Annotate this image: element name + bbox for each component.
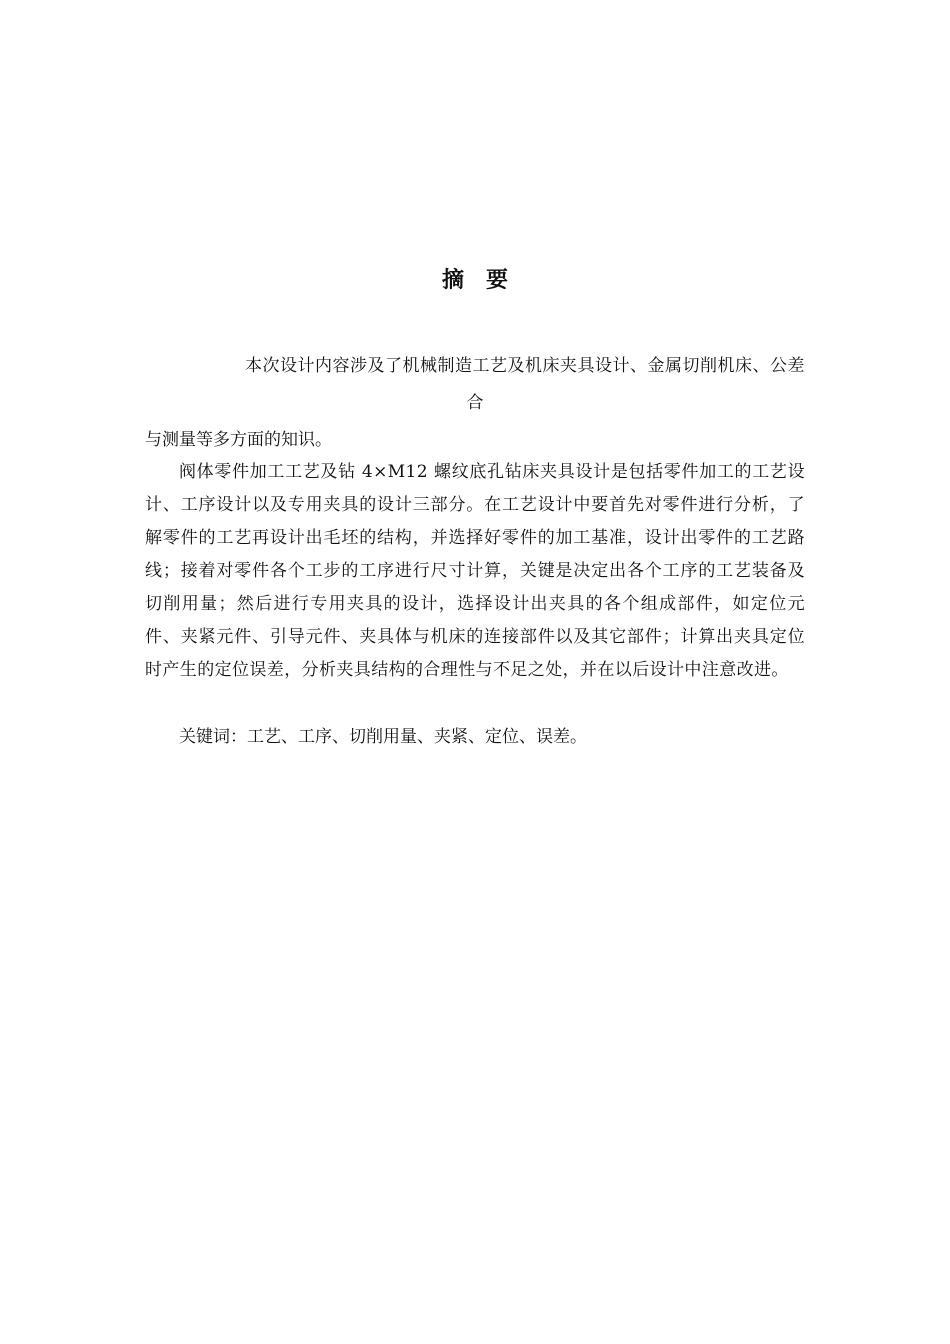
paragraph-1-wrapped-char: 合 xyxy=(466,393,484,413)
title-char-2: 要 xyxy=(486,267,509,293)
paragraph-1-line-1: 本次设计内容涉及了机械制造工艺及机床夹具设计、金属切削机床、公差 xyxy=(245,356,805,376)
title-char-1: 摘 xyxy=(441,267,464,293)
paragraph-2: 阀体零件加工工艺及钻 4×M12 螺纹底孔钻床夹具设计是包括零件加工的工艺设计、工序设计以及专用夹具的设计三部分。在工艺设计中要首先对零件进行分析，了解零件的工艺再设计出毛坯的结构，并选择好零件的加工基准，设计出零件的工艺路线；接着对零件各个工步的工序进行尺寸计算，关键是决定出各个工序的工艺装备及切削用量；然后进行专用夹具的设计，选择设计出夹具的各个组成部件，如定位元件、夹紧元件、引导元件、夹具体与机床的连接部件以及其它部件；计算出夹具定位时产生的定位误差，分析夹具结构的合理性与不足之处，并在以后设计中注意改进。 xyxy=(145,462,805,680)
keywords-line: 关键词：工艺、工序、切削用量、夹紧、定位、误差。 xyxy=(179,727,587,747)
paragraph-1-line-2: 与测量等多方面的知识。 xyxy=(145,430,332,450)
abstract-title xyxy=(0,263,950,297)
